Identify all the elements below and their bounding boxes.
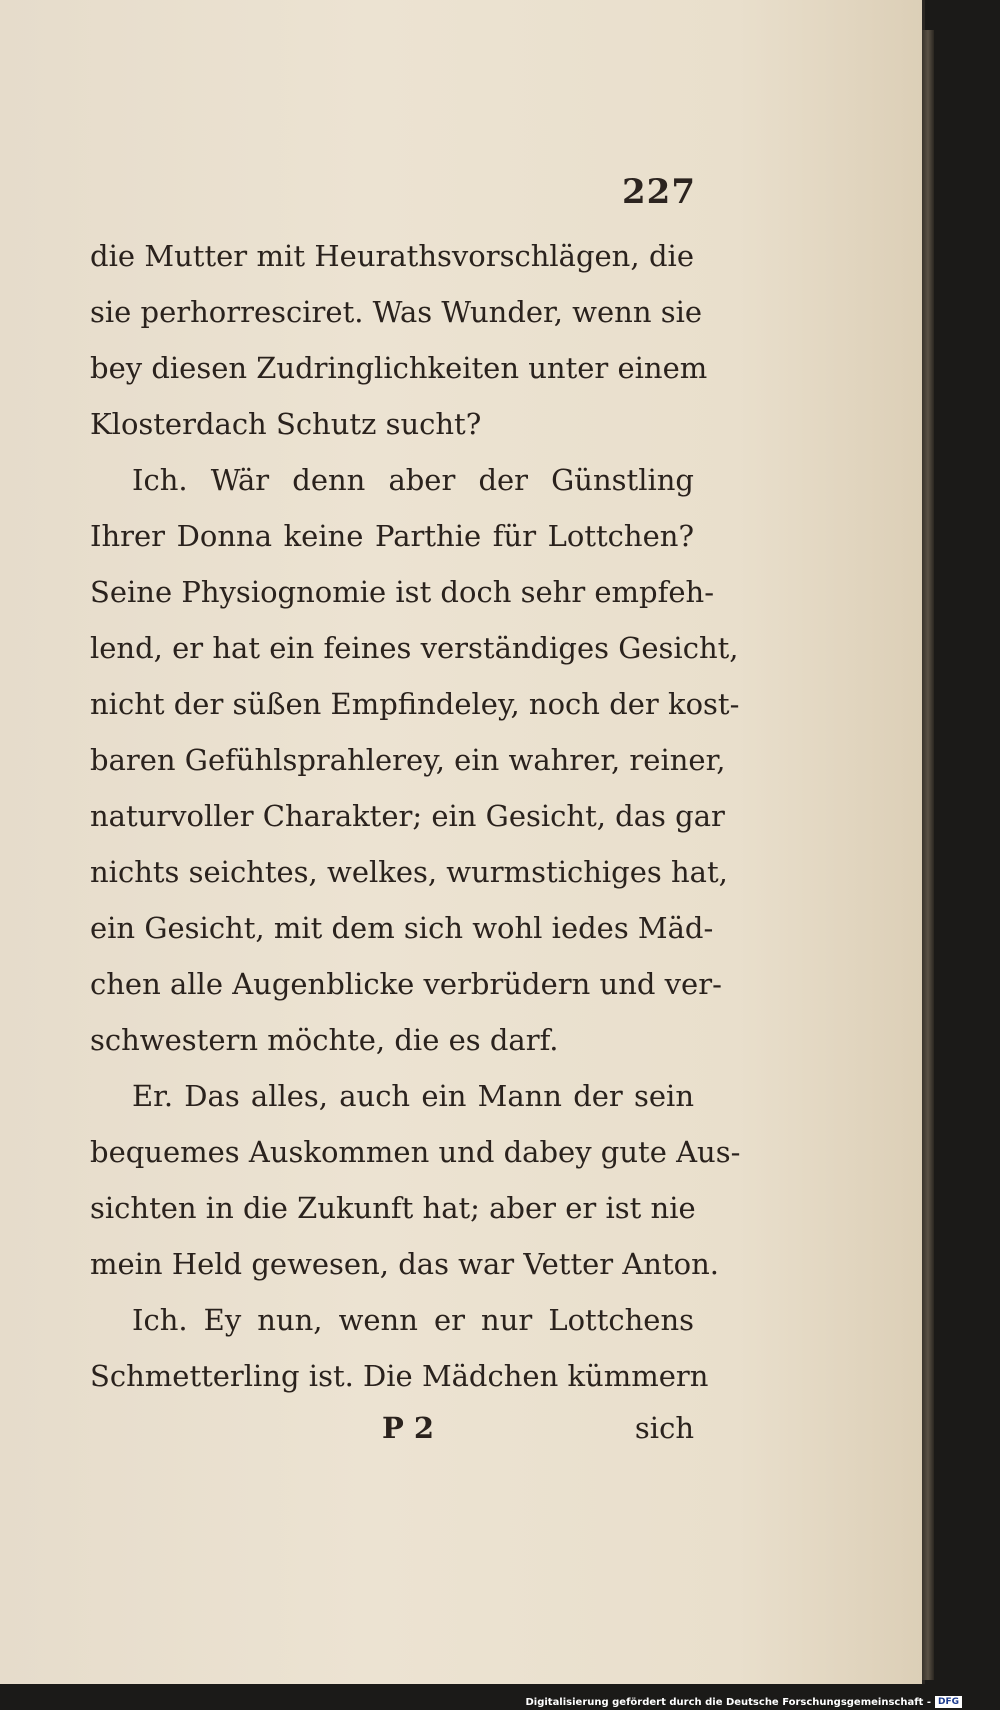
text-line: nicht der süßen Empfindeley, noch der kost- <box>90 687 740 721</box>
text-line: mein Held gewesen, das war Vetter Anton. <box>90 1247 719 1281</box>
text-line: Klosterdach Schutz sucht? <box>90 407 482 441</box>
dfg-logo-icon: DFG <box>935 1696 962 1708</box>
text-line: ein Gesicht, mit dem sich wohl iedes Mäd- <box>90 911 714 945</box>
text-line: bequemes Auskommen und dabey gute Aus- <box>90 1135 741 1169</box>
text-line: Ich. Wär denn aber der Günstling <box>132 463 694 497</box>
digitization-credit <box>525 1696 962 1708</box>
signature-mark: P 2 <box>382 1411 435 1445</box>
text-line: Schmetterling ist. Die Mädchen kümmern <box>90 1359 709 1393</box>
text-line: nichts seichtes, welkes, wurmstichiges hat, <box>90 855 728 889</box>
text-line: bey diesen Zudringlichkeiten unter einem <box>90 351 708 385</box>
catchword: sich <box>634 1411 694 1445</box>
text-line: Ihrer Donna keine Parthie für Lottchen? <box>90 519 694 553</box>
text-line: sie perhorresciret. Was Wunder, wenn sie <box>90 295 703 329</box>
text-line: schwestern möchte, die es darf. <box>90 1023 559 1057</box>
page-edge <box>922 30 934 1680</box>
text-line: naturvoller Charakter; ein Gesicht, das gar <box>90 799 725 833</box>
body-text <box>90 228 741 1404</box>
text-line: Seine Physiognomie ist doch sehr empfeh- <box>90 575 714 609</box>
text-line: baren Gefühlsprahlerey, ein wahrer, reiner, <box>90 743 726 777</box>
text-line: Ich. Ey nun, wenn er nur Lottchens <box>132 1303 694 1337</box>
text-line: die Mutter mit Heurathsvorschlägen, die <box>90 239 694 273</box>
credit-text: Digitalisierung gefördert durch die Deutsche Forschungsgemeinschaft - <box>525 1696 931 1708</box>
text-line: lend, er hat ein feines verständiges Gesicht, <box>90 631 739 665</box>
text-line: chen alle Augenblicke verbrüdern und ver- <box>90 967 722 1001</box>
text-line: Er. Das alles, auch ein Mann der sein <box>132 1079 694 1113</box>
page-number: 227 <box>622 172 696 212</box>
text-line: sichten in die Zukunft hat; aber er ist nie <box>90 1191 696 1225</box>
page-footer <box>90 1400 694 1456</box>
